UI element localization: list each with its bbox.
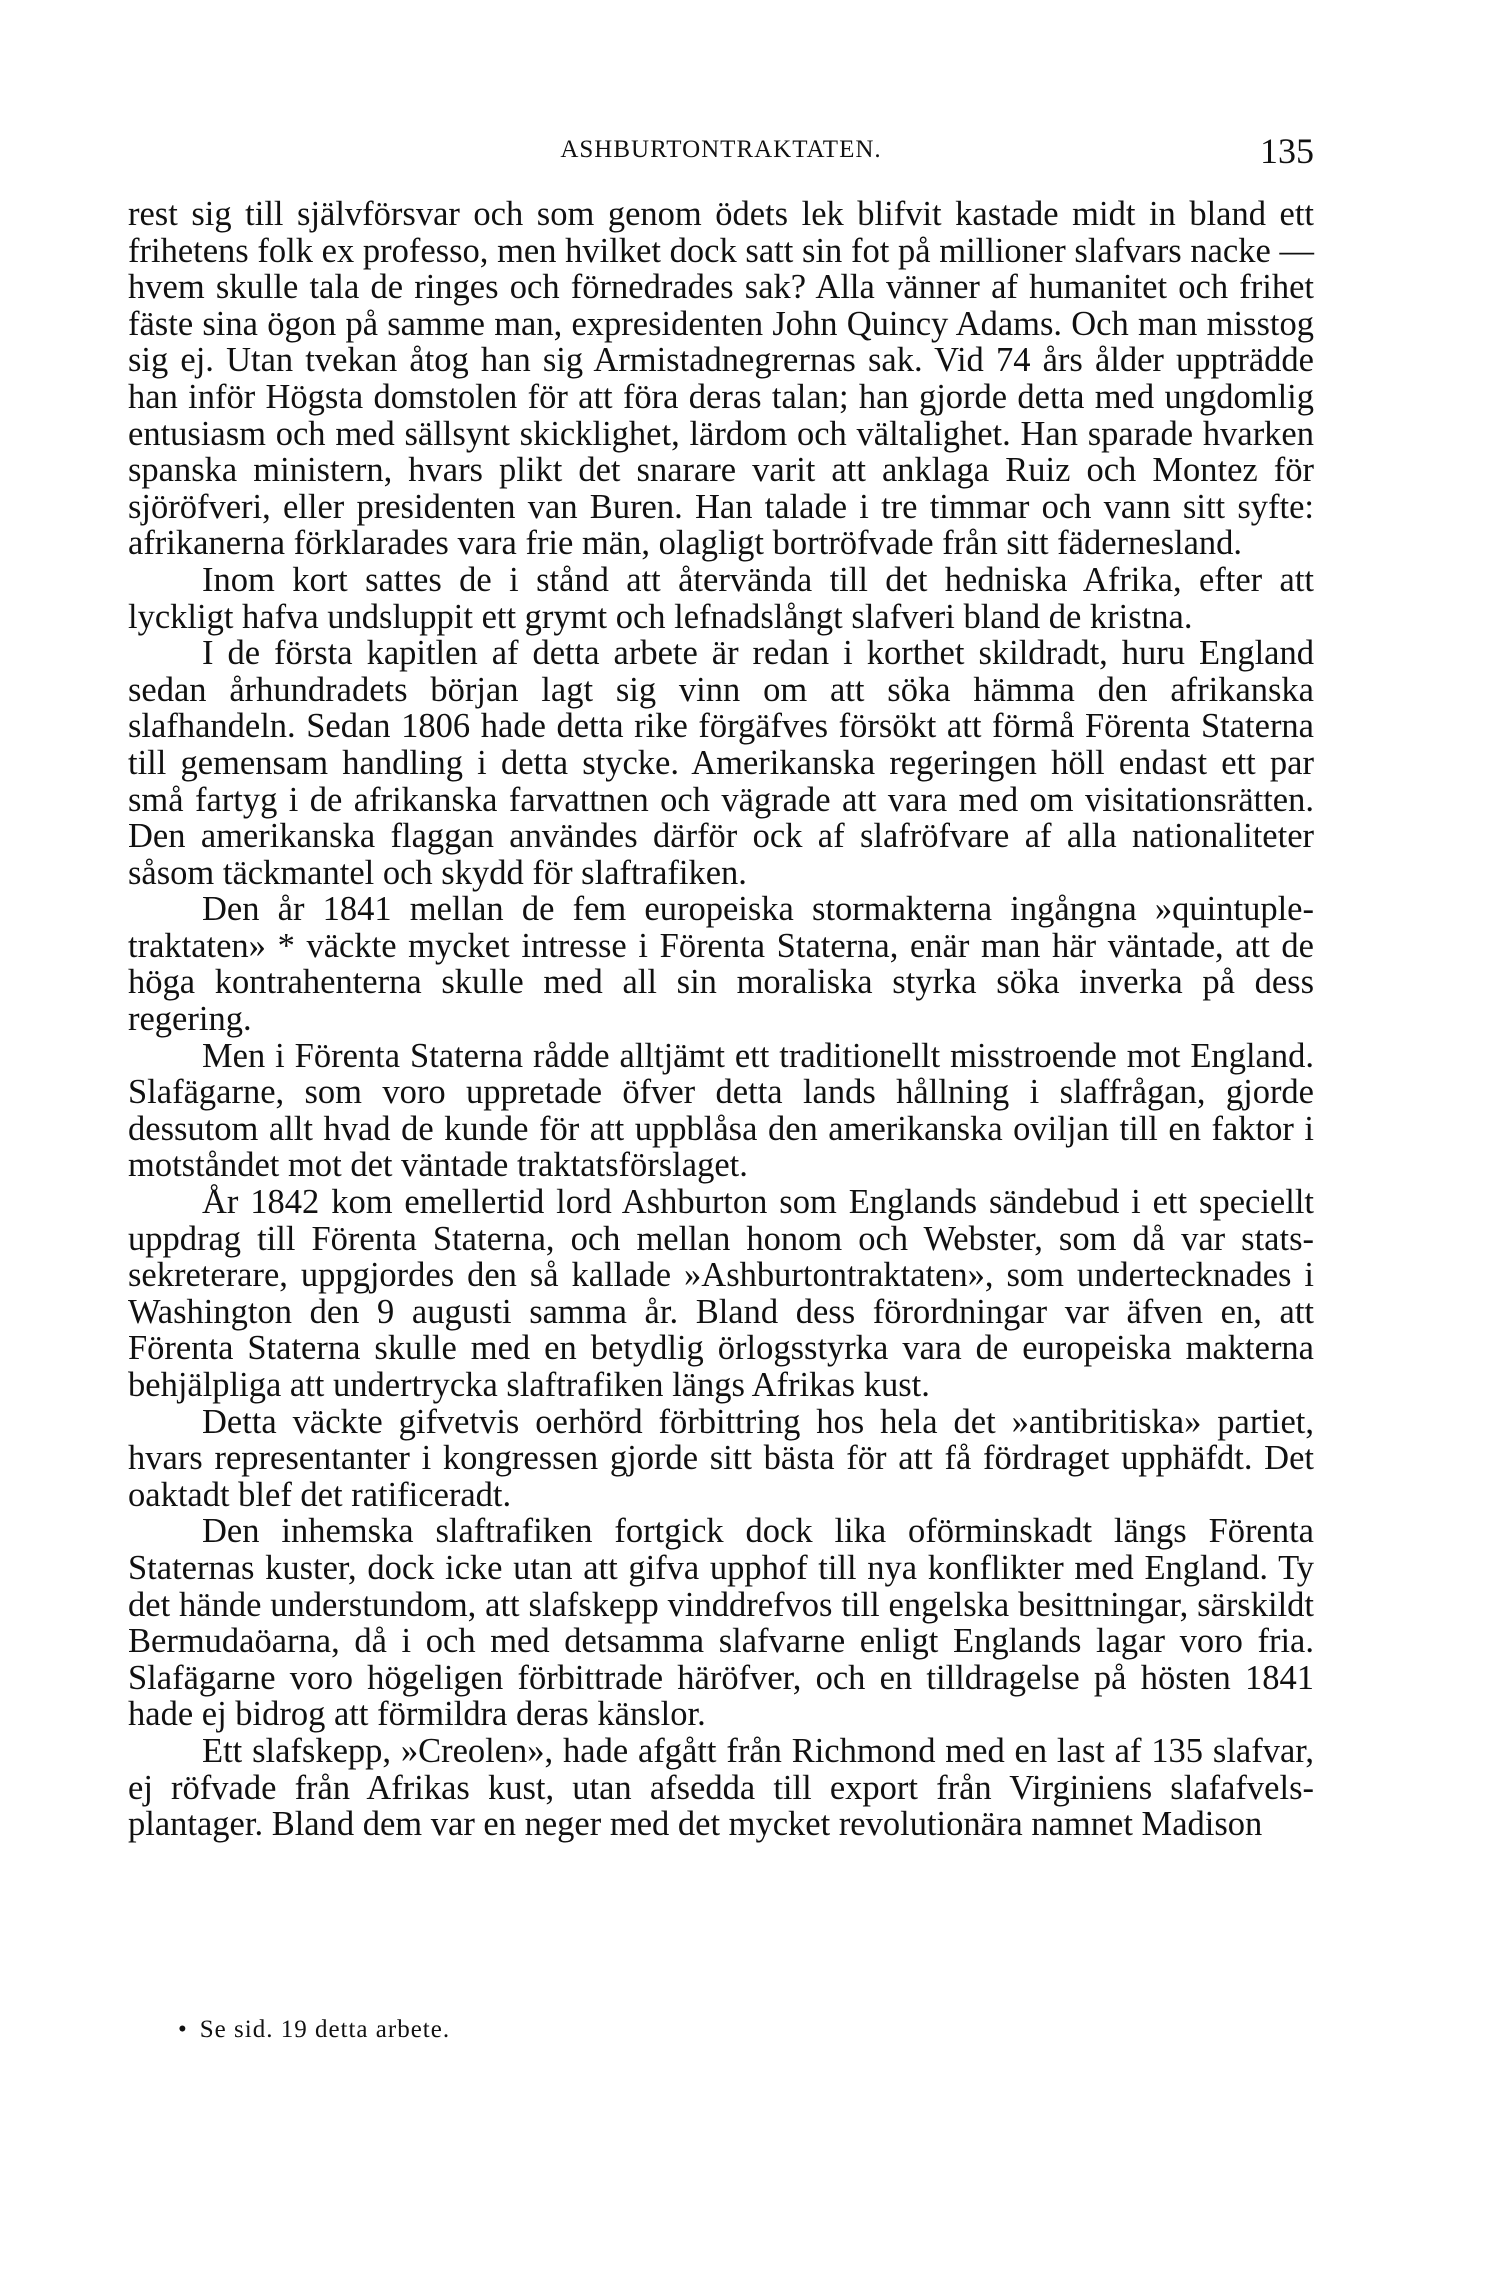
paragraph: År 1842 kom emellertid lord Ashburton som Englands sändebud i ett speciellt uppdrag till Förenta Staterna, och mellan honom och Webster, som då var statssekreterare, uppgjordes den så kallade »Ashburtontraktaten», som undertecknades i Washington den 9 augusti samma år. Bland dess förordningar var äfven en, att Förenta Staterna skulle med en betydlig örlogsstyrka vara de europeiska makterna behjälpliga att undertrycka slaftrafiken längs Afrikas kust. [128, 1183, 1314, 1404]
running-title: ASHBURTONTRAKTATEN. [560, 136, 882, 163]
paragraph: Ett slafskepp, »Creolen», hade afgått från Richmond med en last af 135 slafvar, ej röfvade från Afrikas kust, utan afsedda till export från Virginiens slafafvelsplantager. Bland dem var en neger med det mycket revolutionära namnet Madison [128, 1731, 1314, 1844]
footnote-marker: • [178, 2016, 188, 2043]
paragraph: rest sig till självförsvar och som genom ödets lek blifvit kastade midt in bland ett frihetens folk ex professo, men hvilket dock satt sin fot på millioner slafvars nacke — hvem skulle tala de ringes och förnedrades sak? Alla vänner af humanitet och frihet fäste sina ögon på samme man, expresidenten John Quincy Adams. Och man misstog sig ej. Utan tvekan åtog han sig Armistadnegrernas sak. Vid 74 års ålder uppträdde han inför Högsta domstolen för att föra deras talan; han gjorde detta med ungdomlig entusiasm och med sällsynt skicklighet, lärdom och vältalighet. Han sparade hvarken spanska ministern, hvars plikt det snarare varit att anklaga Ruiz och Montez för sjöröfveri, eller presidenten van Buren. Han talade i tre timmar och vann sitt syfte: afrikanerna förklarades vara frie män, olagligt bortröfvade från sitt fädernesland. [128, 195, 1314, 563]
page-number: 135 [1260, 131, 1314, 171]
paragraph: Den inhemska slaftrafiken fortgick dock lika oförminskadt längs Förenta Staternas kuster, dock icke utan att gifva upphof till nya konflikter med England. Ty det hände understundom, att slafskepp vinddrefvos till engelska besittningar, särskildt Bermudaöarna, då i och med detsamma slafvarne enligt Englands lagar voro fria. Slafägarne voro högeligen förbittrade häröfver, och en tilldragelse på hösten 1841 hade ej bidrog att förmildra deras känslor. [128, 1512, 1314, 1734]
paragraph: Detta väckte gifvetvis oerhörd förbittring hos hela det »antibritiska» partiet, hvars representanter i kongressen gjorde sitt bästa för att få fördraget upphäfdt. Det oaktadt blef det ratificeradt. [128, 1402, 1314, 1514]
paragraph: Den år 1841 mellan de fem europeiska stormakterna ingångna »quintupletraktaten» * väckte mycket intresse i Förenta Staterna, enär man här väntade, att de höga kontrahenterna skulle med all sin moraliska styrka söka inverka på dess regering. [128, 890, 1314, 1039]
paragraph: Inom kort sattes de i stånd att återvända till det hedniska Afrika, efter att lyckligt hafva undsluppit ett grymt och lefnadslångt slafveri bland de kristna. [128, 560, 1314, 636]
running-header [128, 131, 1314, 176]
footnote [178, 2016, 450, 2044]
body-text [128, 196, 1314, 1843]
paragraph: I de första kapitlen af detta arbete är redan i korthet skildradt, huru England sedan århundradets början lagt sig vinn om att söka hämma den afrikanska slafhandeln. Sedan 1806 hade detta rike förgäfves försökt att förmå Förenta Staterna till gemensam handling i detta stycke. Amerikanska regeringen höll endast ett par små fartyg i de afrikanska farvattnen och vägrade att vara med om visitationsrätten. Den amerikanska flaggan användes därför ock af slafröfvare af alla nationaliteter såsom täckmantel och skydd för slaftrafiken. [128, 634, 1314, 892]
footnote-text: Se sid. 19 detta arbete. [199, 2016, 451, 2043]
paragraph: Men i Förenta Staterna rådde alltjämt ett traditionellt misstroende mot England. Slafägarne, som voro uppretade öfver detta lands hållning i slaffrågan, gjorde dessutom allt hvad de kunde för att uppblåsa den amerikanska oviljan till en faktor i motståndet mot det väntade traktatsförslaget. [128, 1036, 1314, 1185]
